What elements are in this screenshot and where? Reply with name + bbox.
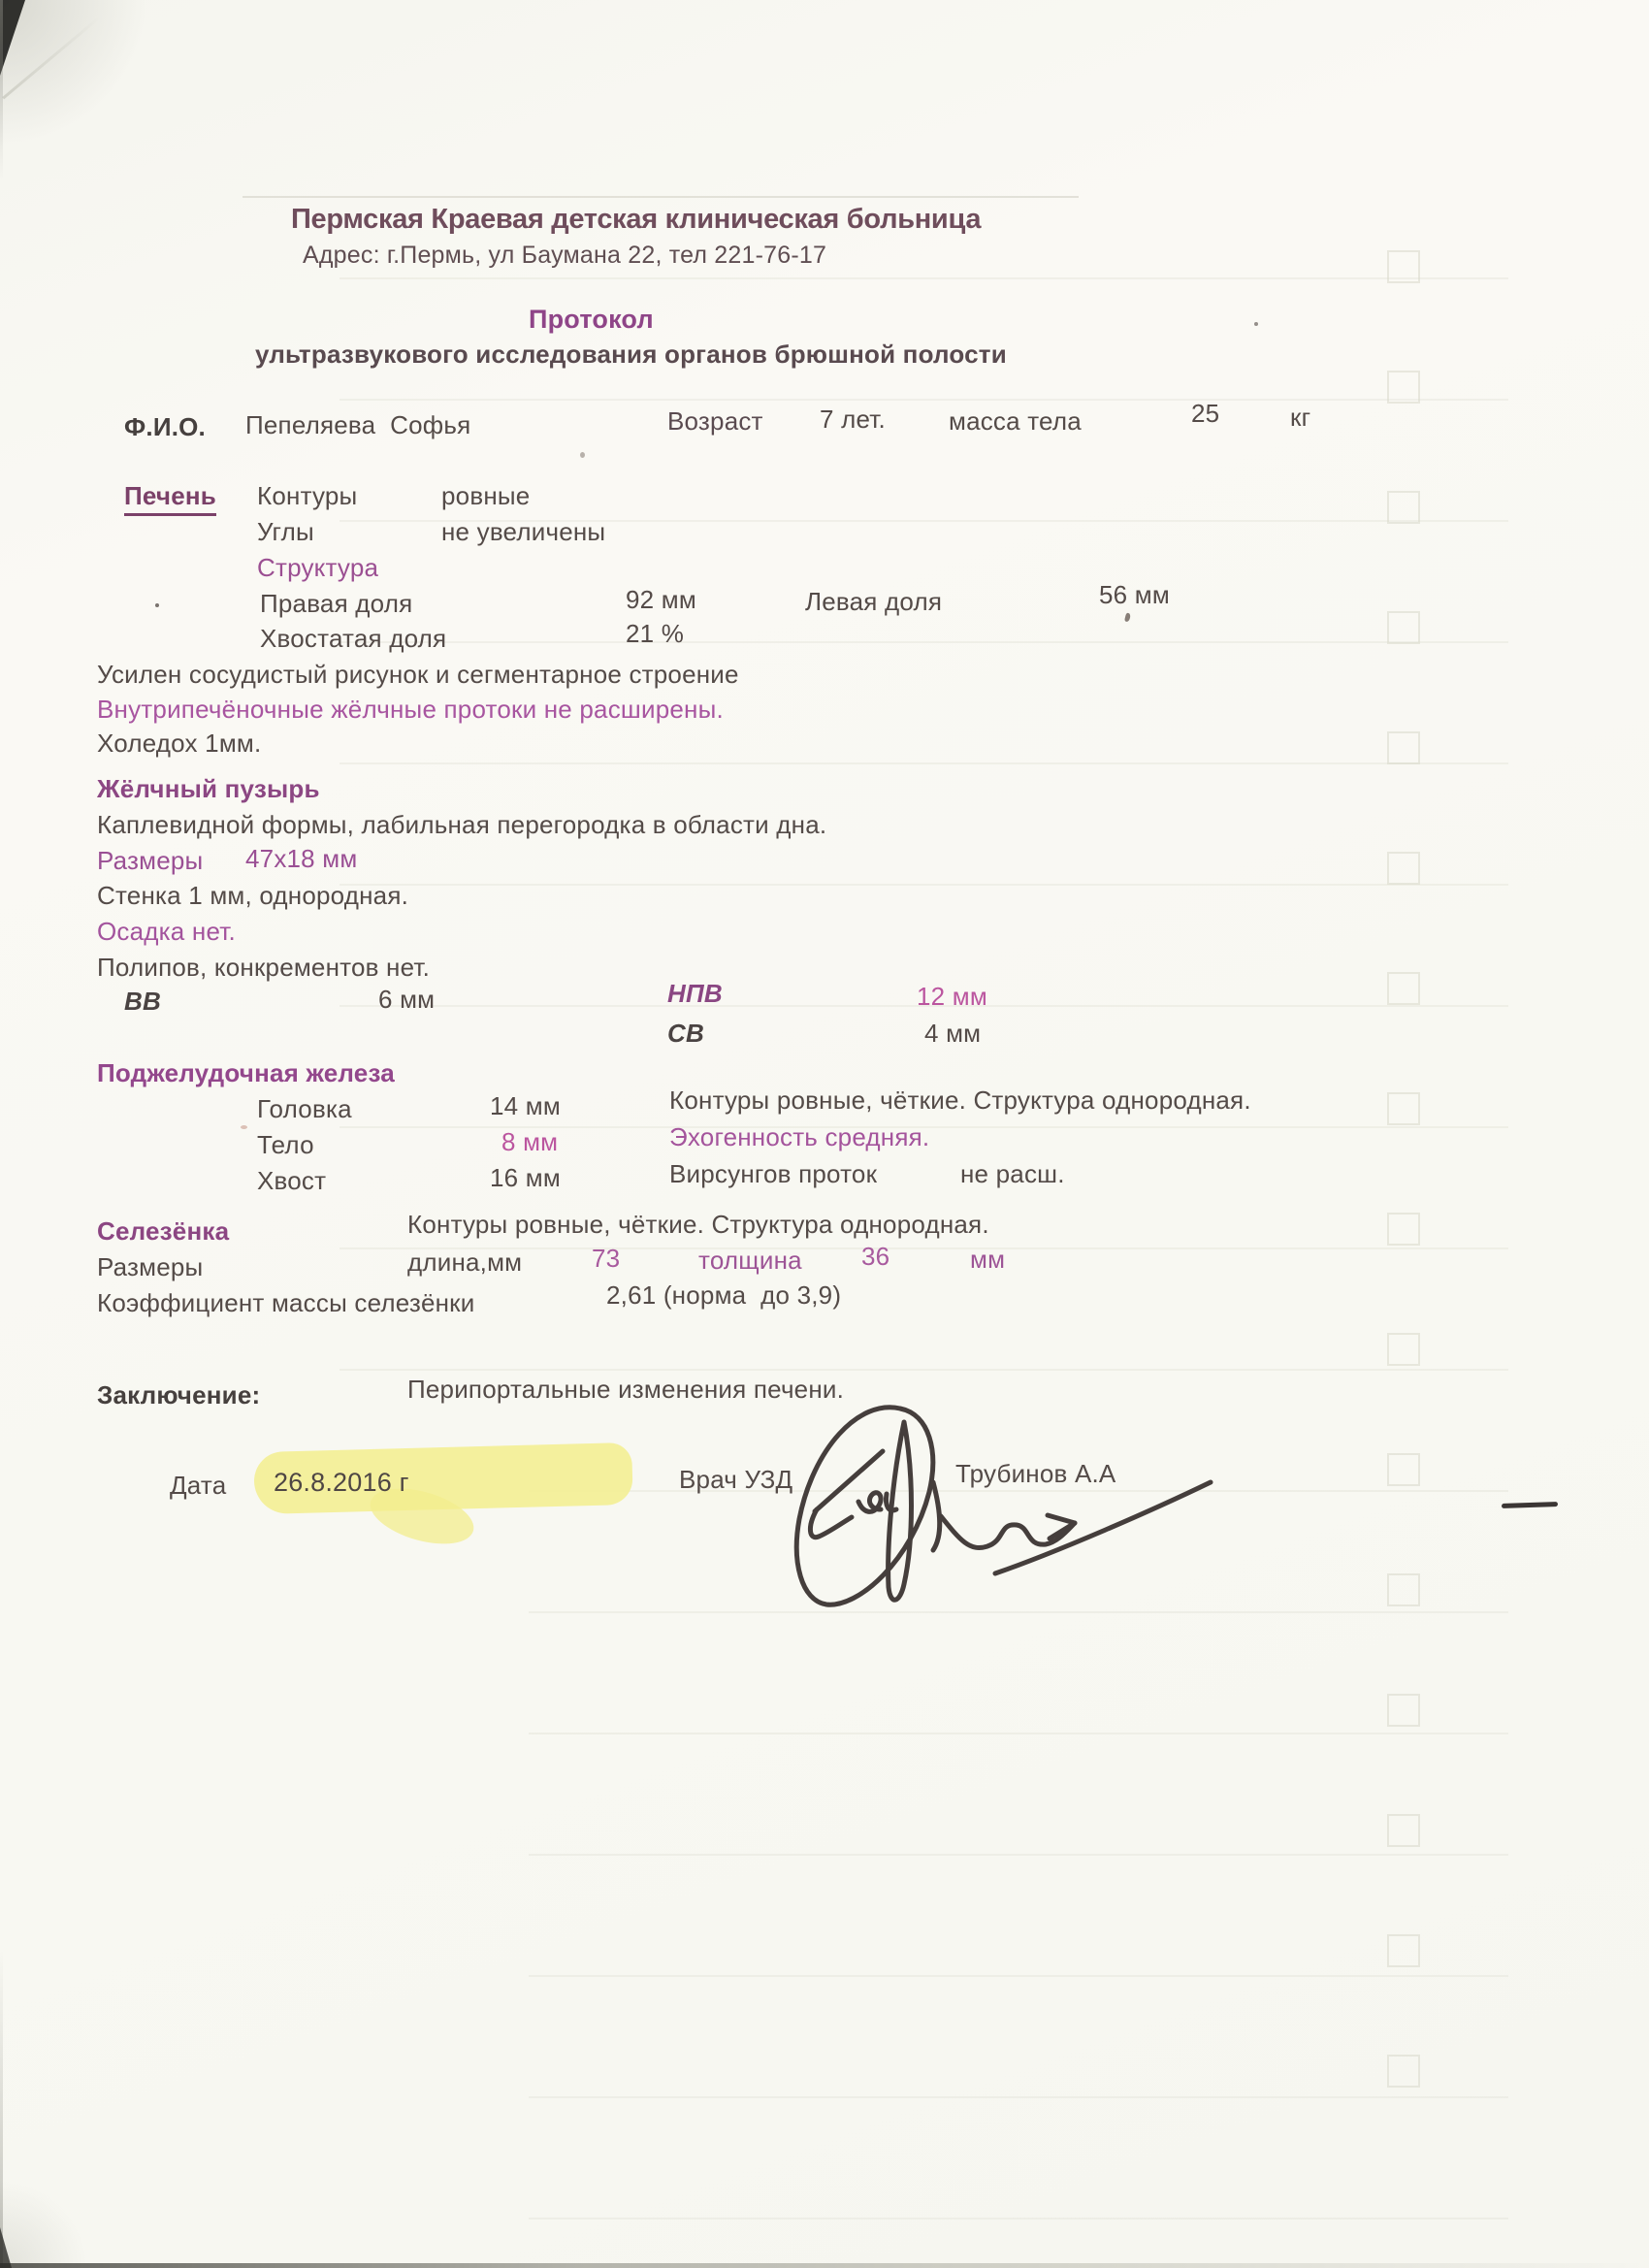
doctor-title-label: Врач УЗД bbox=[679, 1465, 793, 1494]
npv-value: 12 мм bbox=[917, 982, 987, 1011]
vv-value: 6 мм bbox=[378, 985, 436, 1014]
liver-header: Печень bbox=[124, 482, 216, 516]
form-checkbox bbox=[1387, 250, 1420, 283]
age-label: Возраст bbox=[667, 406, 763, 436]
form-checkbox bbox=[1387, 1333, 1420, 1366]
pancreas-echo-note: Эхогенность средняя. bbox=[669, 1122, 930, 1151]
scan-corner-wedge-top-left bbox=[0, 0, 25, 76]
liver-contours-value: ровные bbox=[441, 481, 531, 510]
pancreas-body-value: 8 мм bbox=[501, 1127, 559, 1156]
scan-left-edge-shadow bbox=[0, 0, 3, 2268]
liver-caudate-label: Хвостатая доля bbox=[260, 624, 447, 653]
ruled-line bbox=[529, 2096, 1508, 2098]
npv-label: НПВ bbox=[667, 979, 723, 1008]
ruled-line bbox=[340, 641, 1508, 643]
ruled-line bbox=[340, 762, 1508, 764]
form-checkbox bbox=[1387, 1453, 1420, 1486]
scan-corner-mark-bottom-left bbox=[0, 2227, 12, 2268]
form-checkbox bbox=[1387, 1092, 1420, 1125]
spleen-mass-coef-value: 2,61 (норма до 3,9) bbox=[606, 1280, 842, 1310]
gallbladder-size-value: 47х18 мм bbox=[245, 844, 358, 873]
liver-ducts-note: Внутрипечёночные жёлчные протоки не расширены. bbox=[97, 695, 724, 724]
scan-speck-1 bbox=[580, 452, 585, 458]
fio-label: Ф.И.О. bbox=[124, 412, 206, 441]
scan-speck-2 bbox=[155, 603, 159, 607]
ruled-line bbox=[340, 277, 1508, 279]
hospital-address: Адрес: г.Пермь, ул Баумана 22, тел 221-76-17 bbox=[303, 242, 827, 269]
date-value: 26.8.2016 г bbox=[274, 1468, 409, 1497]
pancreas-body-label: Тело bbox=[257, 1130, 314, 1159]
liver-left-lobe-label: Левая доля bbox=[805, 587, 943, 616]
spleen-length-value: 73 bbox=[592, 1244, 621, 1273]
header-ruled-line bbox=[242, 196, 1079, 198]
form-checkbox bbox=[1387, 852, 1420, 885]
spleen-thickness-value: 36 bbox=[861, 1242, 890, 1271]
form-checkbox bbox=[1387, 371, 1420, 404]
pancreas-head-label: Головка bbox=[257, 1094, 352, 1123]
scan-fold-crease bbox=[2, 16, 101, 100]
spleen-length-label: длина,мм bbox=[407, 1247, 523, 1277]
spleen-size-label: Размеры bbox=[97, 1252, 204, 1281]
ruled-line bbox=[340, 1369, 1508, 1371]
liver-right-lobe-label: Правая доля bbox=[260, 589, 413, 618]
doctor-name: Трубинов А.А bbox=[955, 1459, 1116, 1488]
form-checkbox bbox=[1387, 972, 1420, 1005]
doc-title: Протокол bbox=[529, 305, 654, 334]
ruled-line bbox=[340, 884, 1508, 886]
form-checkbox bbox=[1387, 731, 1420, 764]
weight-value: 25 bbox=[1191, 399, 1220, 428]
pancreas-header: Поджелудочная железа bbox=[97, 1058, 395, 1087]
sv-label: СВ bbox=[667, 1019, 704, 1048]
liver-right-lobe-value: 92 мм bbox=[626, 585, 696, 614]
pancreas-contours-note: Контуры ровные, чёткие. Структура однородная. bbox=[669, 1085, 1251, 1115]
form-checkbox bbox=[1387, 1934, 1420, 1967]
pen-dash-mark bbox=[1502, 1502, 1558, 1508]
form-checkbox bbox=[1387, 491, 1420, 524]
spleen-thickness-label: толщина bbox=[698, 1246, 802, 1275]
ruled-line bbox=[529, 1854, 1508, 1856]
pancreas-tail-label: Хвост bbox=[257, 1166, 327, 1195]
wirsung-label: Вирсунгов проток bbox=[669, 1159, 878, 1188]
spleen-thickness-unit: мм bbox=[970, 1245, 1006, 1274]
spleen-header: Селезёнка bbox=[97, 1216, 230, 1246]
conclusion-value: Перипортальные изменения печени. bbox=[407, 1375, 845, 1404]
form-checkbox bbox=[1387, 1814, 1420, 1847]
form-checkbox bbox=[1387, 1213, 1420, 1246]
liver-caudate-value: 21 % bbox=[626, 619, 685, 648]
pancreas-head-value: 14 мм bbox=[490, 1091, 561, 1120]
hospital-name: Пермская Краевая детская клиническая больница bbox=[291, 204, 982, 235]
weight-label: масса тела bbox=[949, 406, 1082, 436]
gallbladder-size-label: Размеры bbox=[97, 846, 204, 875]
scan-speck-4 bbox=[241, 1125, 247, 1129]
gallbladder-sediment-note: Осадка нет. bbox=[97, 917, 236, 946]
liver-angles-value: не увеличены bbox=[441, 517, 606, 546]
scan-bottom-edge-line bbox=[0, 2263, 1649, 2268]
conclusion-label: Заключение: bbox=[97, 1380, 261, 1409]
spleen-mass-coef-label: Коэффициент массы селезёнки bbox=[97, 1288, 475, 1317]
spleen-contours-note: Контуры ровные, чёткие. Структура однородная. bbox=[407, 1210, 989, 1239]
ruled-line bbox=[340, 399, 1508, 401]
sv-value: 4 мм bbox=[924, 1019, 982, 1048]
form-checkbox bbox=[1387, 611, 1420, 644]
liver-contours-label: Контуры bbox=[257, 481, 358, 510]
form-checkbox bbox=[1387, 1573, 1420, 1606]
weight-unit: кг bbox=[1290, 403, 1311, 432]
gallbladder-header: Жёлчный пузырь bbox=[97, 774, 320, 803]
vv-label: ВВ bbox=[124, 987, 161, 1016]
liver-structure-label: Структура bbox=[257, 553, 379, 582]
liver-vascular-note: Усилен сосудистый рисунок и сегментарное строение bbox=[97, 660, 739, 689]
form-checkbox bbox=[1387, 1694, 1420, 1727]
ruled-line bbox=[529, 1733, 1508, 1734]
fio-value: Пепеляева Софья bbox=[245, 410, 471, 439]
ruled-line bbox=[529, 2218, 1508, 2219]
scan-speck-3 bbox=[1254, 322, 1258, 326]
gallbladder-wall-note: Стенка 1 мм, однородная. bbox=[97, 881, 409, 910]
gallbladder-polyps-note: Полипов, конкрементов нет. bbox=[97, 953, 431, 982]
age-value: 7 лет. bbox=[820, 405, 886, 434]
gallbladder-shape-note: Каплевидной формы, лабильная перегородка в области дна. bbox=[97, 810, 827, 839]
date-label: Дата bbox=[170, 1471, 227, 1500]
pancreas-tail-value: 16 мм bbox=[490, 1163, 561, 1192]
doctor-signature bbox=[766, 1385, 1232, 1628]
ruled-line bbox=[529, 1975, 1508, 1977]
liver-left-lobe-value: 56 мм bbox=[1099, 580, 1170, 609]
doc-subtitle: ультразвукового исследования органов брюшной полости bbox=[255, 340, 1007, 369]
wirsung-value: не расш. bbox=[960, 1159, 1065, 1188]
liver-choledoch-note: Холедох 1мм. bbox=[97, 729, 262, 758]
scan-speck-comma bbox=[1124, 613, 1131, 623]
liver-angles-label: Углы bbox=[257, 517, 314, 546]
form-checkbox bbox=[1387, 2055, 1420, 2088]
